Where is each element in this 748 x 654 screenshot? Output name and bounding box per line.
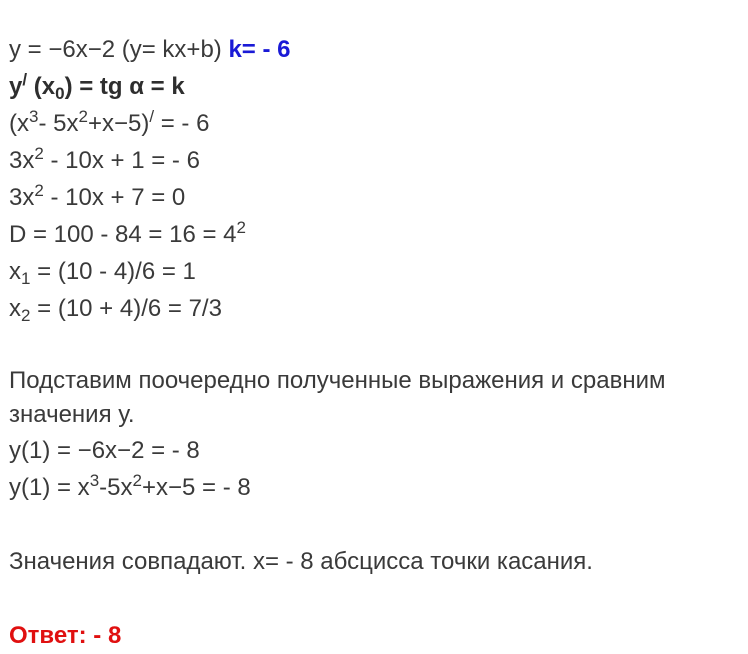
expr-part: = - 6 xyxy=(154,110,210,137)
line-check-1: у(1) = −6x−2 = - 8 xyxy=(9,437,200,464)
line-function xyxy=(9,31,745,68)
subscript: 1 xyxy=(21,269,31,288)
line-derivative-result xyxy=(9,142,745,179)
answer: Ответ: - 8 xyxy=(9,622,122,649)
expr-part: -5x xyxy=(99,474,133,501)
paragraph-substitute: Подставим поочередно полученные выражения и сравним значения у. xyxy=(9,367,666,428)
line-check-2 xyxy=(9,469,745,506)
expr-part: 3x xyxy=(9,184,35,211)
subscript: 2 xyxy=(21,306,31,325)
exponent: 2 xyxy=(78,107,88,126)
expr-part: (x xyxy=(9,110,29,137)
exponent: 2 xyxy=(34,144,44,163)
expr-part: - 5x xyxy=(38,110,79,137)
expr-part: - 10x + 1 = - 6 xyxy=(43,147,200,174)
line-discriminant xyxy=(9,216,745,253)
expr-part: - 10x + 7 = 0 xyxy=(43,184,186,211)
line-root-1 xyxy=(9,253,745,290)
expr-part: +x−5 = - 8 xyxy=(141,474,251,501)
expr-part: = (10 - 4)/6 = 1 xyxy=(30,258,196,285)
derivative-rest: ) = tg α = k xyxy=(64,73,185,100)
exponent: 3 xyxy=(89,471,100,490)
exponent: 2 xyxy=(236,218,246,237)
exponent: 2 xyxy=(132,471,142,490)
exponent: 2 xyxy=(34,181,44,200)
derivative-y: y xyxy=(9,73,23,100)
solution-text xyxy=(9,31,745,654)
subscript-zero: 0 xyxy=(55,84,65,103)
expr-part: x xyxy=(9,295,21,322)
expr-part: у(1) = x xyxy=(9,474,90,501)
line-derivative-definition xyxy=(9,68,745,105)
spacer xyxy=(9,580,745,617)
line-quadratic xyxy=(9,179,745,216)
prime-mark: / xyxy=(22,70,28,89)
expr-part: 3x xyxy=(9,147,35,174)
spacer xyxy=(9,327,745,364)
expr-part: +x−5) xyxy=(87,110,150,137)
expr-part: = (10 + 4)/6 = 7/3 xyxy=(30,295,222,322)
expr-part: x xyxy=(9,258,21,285)
line-derivative-equation xyxy=(9,105,745,142)
function-expression: y = −6x−2 (y= kx+b) xyxy=(9,36,229,63)
spacer xyxy=(9,506,745,543)
expr-part: D = 100 - 84 = 16 = 4 xyxy=(9,221,237,248)
paragraph-conclusion: Значения совпадают. x= - 8 абсцисса точки касания. xyxy=(9,548,593,575)
derivative-x: (x xyxy=(27,73,56,100)
prime-mark: / xyxy=(149,107,155,126)
line-root-2 xyxy=(9,290,745,327)
slope-value: k= - 6 xyxy=(228,36,291,63)
exponent: 3 xyxy=(29,107,39,126)
